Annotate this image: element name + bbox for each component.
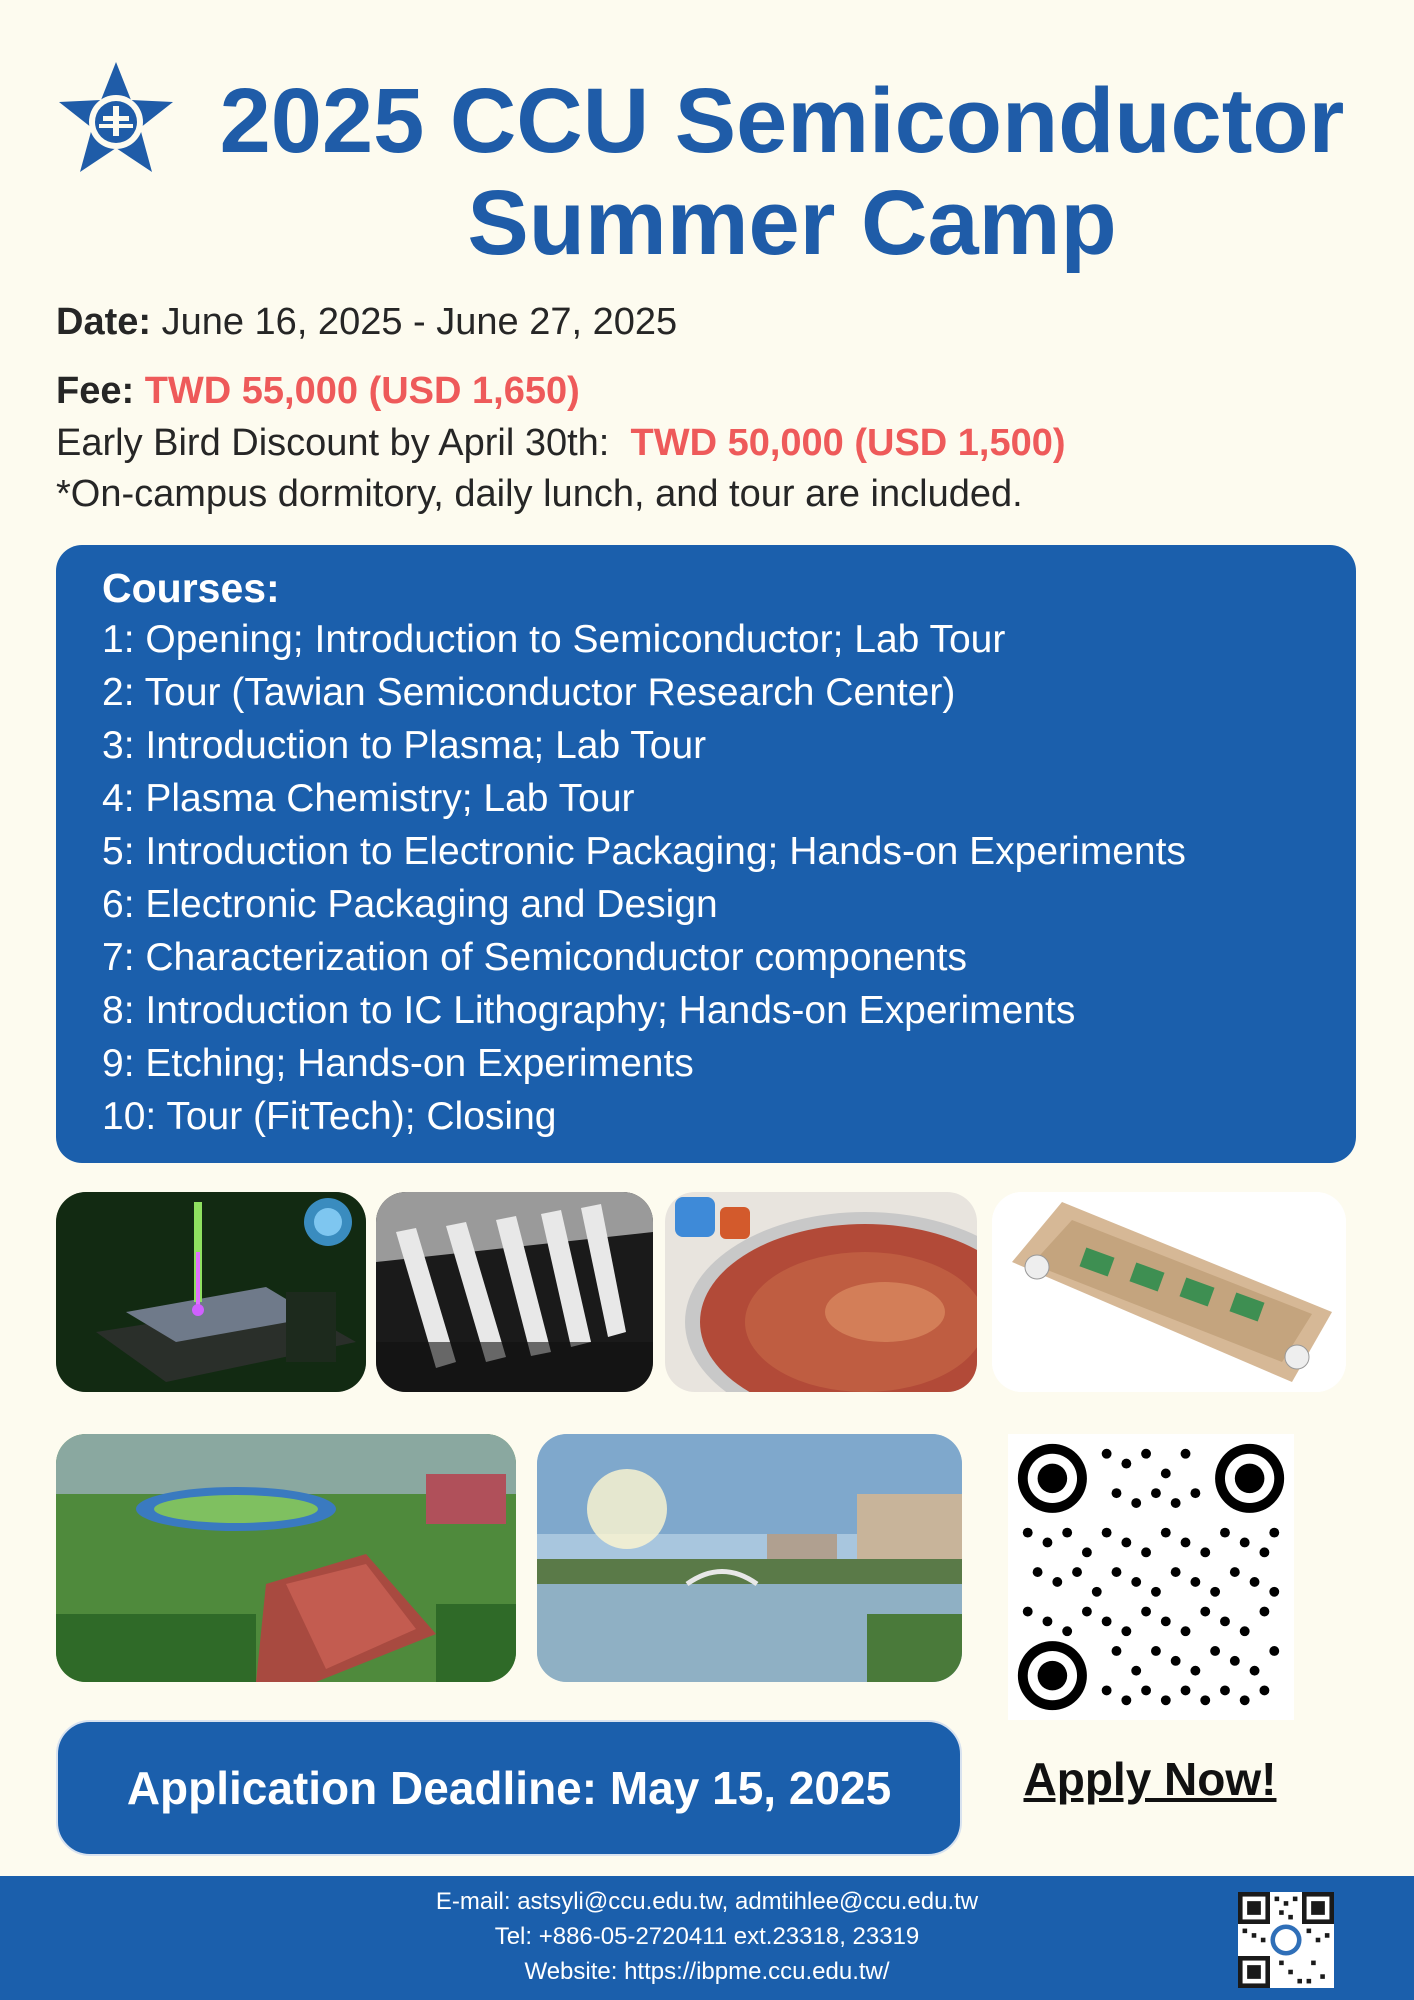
course-item: 2: Tour (Tawian Semiconductor Research Center)	[102, 671, 956, 714]
apply-qr-code[interactable]	[1008, 1434, 1294, 1720]
campus-aerial-photo	[56, 1434, 516, 1682]
course-item: 1: Opening; Introduction to Semiconductor; Lab Tour	[102, 618, 1006, 661]
course-item: 6: Electronic Packaging and Design	[102, 883, 718, 926]
course-item: 5: Introduction to Electronic Packaging; Hands-on Experiments	[102, 830, 1186, 873]
course-item: 4: Plasma Chemistry; Lab Tour	[102, 777, 635, 820]
early-bird-label: Early Bird Discount by April 30th:	[56, 422, 610, 464]
application-deadline-banner: Application Deadline: May 15, 2025	[56, 1720, 962, 1856]
course-item: 8: Introduction to IC Lithography; Hands-on Experiments	[102, 989, 1076, 1032]
fee-value: TWD 55,000 (USD 1,650)	[144, 370, 580, 412]
contact-phone: Tel: +886-05-2720411 ext.23318, 23319	[494, 1923, 920, 1950]
contact-email[interactable]: E-mail: astsyli@ccu.edu.tw, admtihlee@ccu.edu.tw	[435, 1888, 979, 1915]
date-value: June 16, 2025 - June 27, 2025	[161, 301, 678, 343]
contact-footer	[0, 1876, 1414, 2000]
course-item: 7: Characterization of Semiconductor components	[102, 936, 967, 979]
course-item: 3: Introduction to Plasma; Lab Tour	[102, 724, 707, 767]
wafer-photo	[665, 1192, 977, 1392]
courses-heading: Courses:	[102, 565, 280, 611]
page-title	[150, 70, 1414, 274]
early-bird-value: TWD 50,000 (USD 1,500)	[630, 422, 1066, 464]
included-note: *On-campus dormitory, daily lunch, and tour are included.	[56, 473, 1023, 515]
title-line-1: 2025 CCU Semiconductor	[219, 70, 1345, 172]
campus-lake-photo	[537, 1434, 962, 1682]
wire-bond-photo	[376, 1192, 653, 1392]
course-item: 9: Etching; Hands-on Experiments	[102, 1042, 694, 1085]
course-item: 10: Tour (FitTech); Closing	[102, 1095, 557, 1138]
footer-qr-code[interactable]	[1238, 1892, 1334, 1988]
fee-label: Fee:	[56, 370, 135, 412]
title-line-2: Summer Camp	[467, 172, 1117, 274]
courses-list	[102, 613, 1310, 1143]
fee-row	[56, 370, 580, 413]
contact-website[interactable]: Website: https://ibpme.ccu.edu.tw/	[524, 1958, 890, 1985]
courses-panel	[56, 545, 1356, 1163]
date-label: Date:	[56, 301, 152, 343]
apply-now-link[interactable]: Apply Now!	[1023, 1753, 1277, 1805]
date-row	[56, 301, 677, 344]
early-bird-row	[56, 422, 1066, 465]
plasma-lab-photo	[56, 1192, 366, 1392]
power-module-photo	[992, 1192, 1346, 1392]
